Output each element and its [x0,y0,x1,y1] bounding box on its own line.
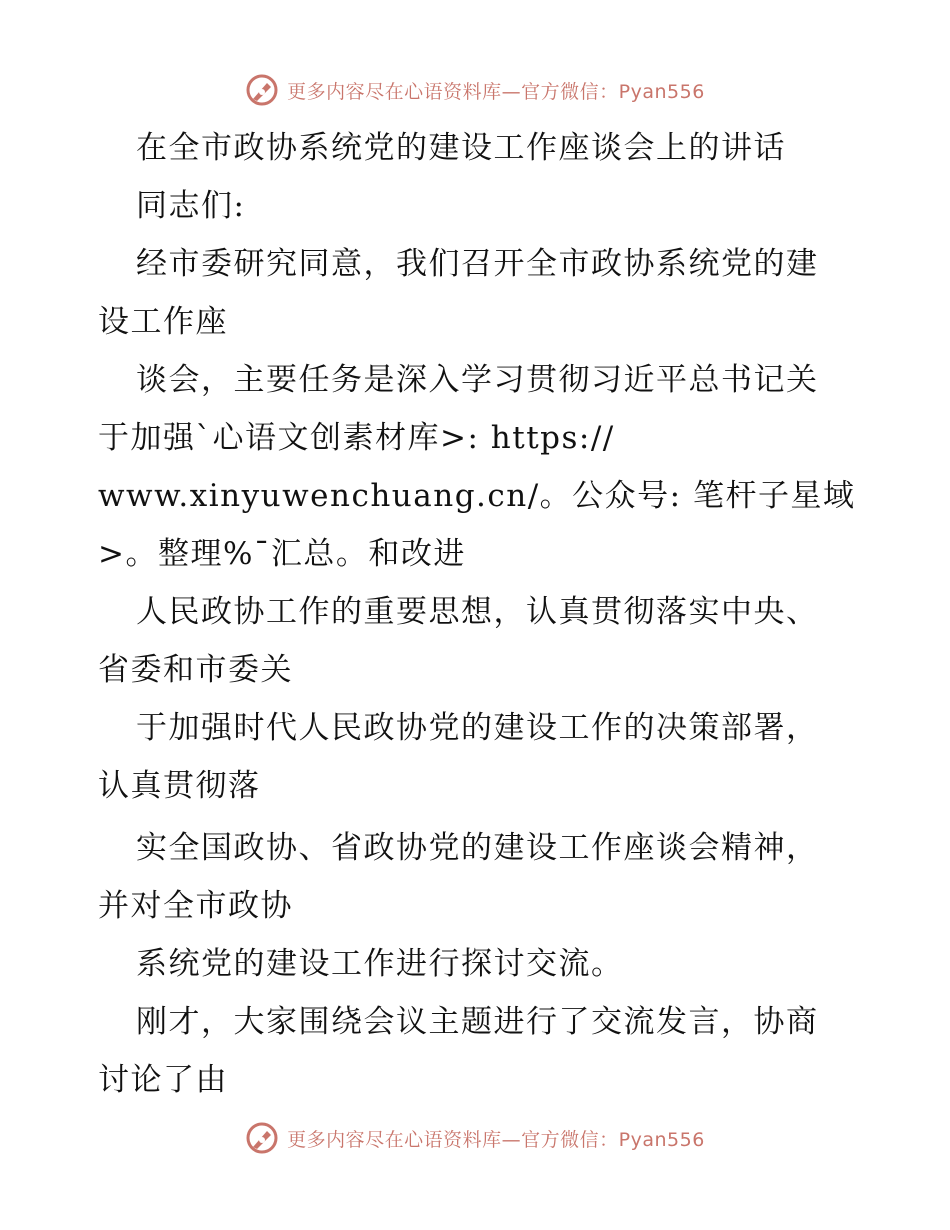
paragraph-line: 省委和市委关 [98,652,293,688]
watermark-text: 更多内容尽在心语资料库—官方微信：Pyan556 [287,80,705,103]
paragraph-line: 人民政协工作的重要思想，认真贯彻落实中央、 [136,594,819,630]
paragraph-line: 实全国政协、省政协党的建设工作座谈会精神， [136,830,819,866]
watermark-text: 更多内容尽在心语资料库—官方微信：Pyan556 [287,1128,705,1151]
paragraph-line: 认真贯彻落 [98,768,261,804]
paragraph-line: >。整理%¯汇总。和改进 [98,536,466,572]
footer-watermark [0,1118,950,1158]
salutation: 同志们: [136,188,246,224]
paragraph-line: 于加强时代人民政协党的建设工作的决策部署， [136,710,819,746]
paragraph-line: 谈会，主要任务是深入学习贯彻习近平总书记关 [136,362,819,398]
paragraph-line: 刚才，大家围绕会议主题进行了交流发言，协商 [136,1004,819,1040]
paragraph-line: 并对全市政协 [98,888,293,924]
paragraph-line: 经市委研究同意，我们召开全市政协系统党的建 [136,246,819,282]
paragraph-line: www.xinyuwenchuang.cn/。公众号: 笔杆子星域 [98,478,856,514]
paragraph-line: 于加强`心语文创素材库>: https:// [98,420,615,456]
paragraph-line: 设工作座 [98,304,228,340]
pen-logo-icon [245,1121,279,1155]
document-title: 在全市政协系统党的建设工作座谈会上的讲话 [136,130,786,166]
paragraph-line: 讨论了由 [98,1062,228,1098]
paragraph-line: 系统党的建设工作进行探讨交流。 [136,946,624,982]
